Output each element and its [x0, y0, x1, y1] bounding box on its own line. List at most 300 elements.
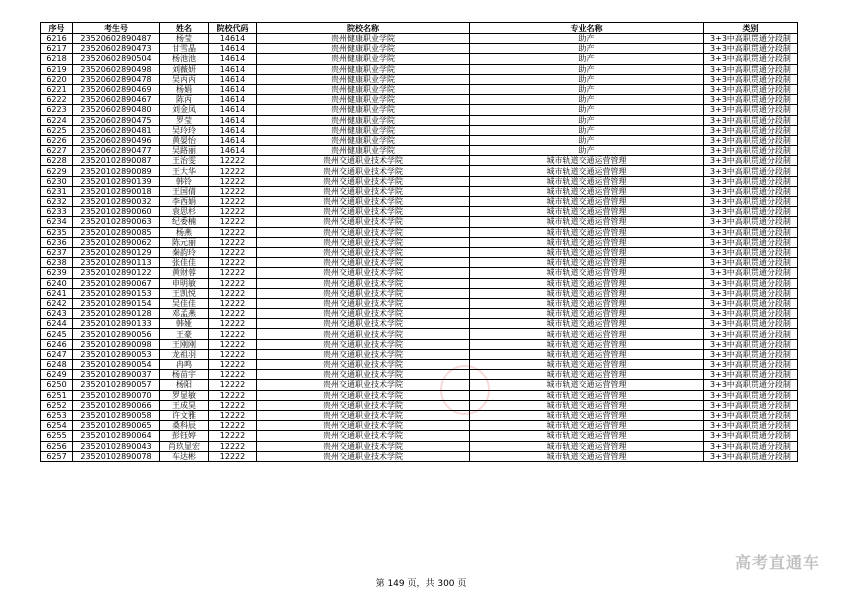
admission-table	[40, 22, 798, 462]
cell-school-code: 12222	[209, 370, 257, 380]
cell-seq: 6232	[41, 197, 73, 207]
cell-major: 城市轨道交通运营管理	[470, 207, 704, 217]
cell-exam-number: 23520102890057	[73, 380, 160, 390]
cell-exam-number: 23520102890113	[73, 258, 160, 268]
cell-school-name: 贵州健康职业学院	[257, 74, 470, 84]
cell-name: 申明敏	[160, 278, 209, 288]
cell-name: 袁思杉	[160, 207, 209, 217]
cell-seq: 6249	[41, 370, 73, 380]
cell-major: 城市轨道交通运营管理	[470, 278, 704, 288]
cell-seq: 6237	[41, 247, 73, 257]
cell-exam-number: 23520102890058	[73, 410, 160, 420]
cell-major: 城市轨道交通运营管理	[470, 176, 704, 186]
cell-school-name: 贵州交通职业技术学院	[257, 278, 470, 288]
cell-exam-number: 23520602890469	[73, 84, 160, 94]
cell-school-name: 贵州交通职业技术学院	[257, 329, 470, 339]
cell-seq: 6245	[41, 329, 73, 339]
cell-school-name: 贵州交通职业技术学院	[257, 156, 470, 166]
cell-name: 刘金凤	[160, 105, 209, 115]
cell-seq: 6227	[41, 146, 73, 156]
cell-major: 城市轨道交通运营管理	[470, 217, 704, 227]
cell-seq: 6216	[41, 34, 73, 44]
table-row	[41, 288, 798, 298]
cell-school-name: 贵州健康职业学院	[257, 34, 470, 44]
cell-seq: 6256	[41, 441, 73, 451]
cell-category: 3+3中高职贯通分段制	[704, 44, 798, 54]
cell-school-name: 贵州交通职业技术学院	[257, 227, 470, 237]
cell-major: 助产	[470, 105, 704, 115]
cell-category: 3+3中高职贯通分段制	[704, 207, 798, 217]
cell-exam-number: 23520602890498	[73, 64, 160, 74]
cell-category: 3+3中高职贯通分段制	[704, 380, 798, 390]
cell-seq: 6218	[41, 54, 73, 64]
cell-seq: 6221	[41, 84, 73, 94]
cell-exam-number: 23520102890085	[73, 227, 160, 237]
cell-name: 罗莹	[160, 115, 209, 125]
cell-major: 助产	[470, 125, 704, 135]
cell-exam-number: 23520102890089	[73, 166, 160, 176]
table-row	[41, 390, 798, 400]
cell-seq: 6222	[41, 95, 73, 105]
cell-school-name: 贵州交通职业技术学院	[257, 410, 470, 420]
cell-school-code: 12222	[209, 390, 257, 400]
cell-major: 城市轨道交通运营管理	[470, 370, 704, 380]
cell-category: 3+3中高职贯通分段制	[704, 186, 798, 196]
cell-seq: 6229	[41, 166, 73, 176]
cell-category: 3+3中高职贯通分段制	[704, 410, 798, 420]
cell-school-name: 贵州交通职业技术学院	[257, 268, 470, 278]
cell-name: 张佳佳	[160, 258, 209, 268]
cell-seq: 6220	[41, 74, 73, 84]
cell-school-name: 贵州交通职业技术学院	[257, 380, 470, 390]
page-number: 第 149 页，共 300 页	[375, 579, 467, 589]
cell-school-name: 贵州交通职业技术学院	[257, 400, 470, 410]
cell-school-name: 贵州交通职业技术学院	[257, 197, 470, 207]
cell-exam-number: 23520102890070	[73, 390, 160, 400]
cell-seq: 6250	[41, 380, 73, 390]
cell-exam-number: 23520102890129	[73, 247, 160, 257]
cell-school-name: 贵州交通职业技术学院	[257, 247, 470, 257]
cell-seq: 6217	[41, 44, 73, 54]
cell-school-code: 14614	[209, 74, 257, 84]
cell-school-code: 12222	[209, 288, 257, 298]
cell-major: 城市轨道交通运营管理	[470, 237, 704, 247]
cell-major: 城市轨道交通运营管理	[470, 390, 704, 400]
cell-exam-number: 23520102890063	[73, 217, 160, 227]
cell-seq: 6219	[41, 64, 73, 74]
table-row	[41, 186, 798, 196]
cell-school-code: 12222	[209, 156, 257, 166]
cell-seq: 6244	[41, 319, 73, 329]
header-school-name: 院校名称	[257, 23, 470, 34]
cell-major: 助产	[470, 115, 704, 125]
cell-category: 3+3中高职贯通分段制	[704, 451, 798, 461]
cell-school-name: 贵州交通职业技术学院	[257, 390, 470, 400]
cell-name: 王凯悦	[160, 288, 209, 298]
table-row	[41, 237, 798, 247]
cell-major: 助产	[470, 44, 704, 54]
cell-school-name: 贵州健康职业学院	[257, 146, 470, 156]
cell-school-name: 贵州交通职业技术学院	[257, 176, 470, 186]
cell-seq: 6246	[41, 339, 73, 349]
cell-school-code: 12222	[209, 380, 257, 390]
cell-school-code: 12222	[209, 421, 257, 431]
cell-exam-number: 23520102890139	[73, 176, 160, 186]
cell-school-name: 贵州健康职业学院	[257, 135, 470, 145]
cell-name: 王成昊	[160, 400, 209, 410]
cell-school-name: 贵州交通职业技术学院	[257, 217, 470, 227]
cell-name: 黄财蓉	[160, 268, 209, 278]
cell-exam-number: 23520602890504	[73, 54, 160, 64]
cell-school-code: 14614	[209, 135, 257, 145]
cell-seq: 6241	[41, 288, 73, 298]
cell-exam-number: 23520102890018	[73, 186, 160, 196]
table-row	[41, 176, 798, 186]
cell-name: 韩铃	[160, 176, 209, 186]
table-row	[41, 84, 798, 94]
cell-school-code: 12222	[209, 451, 257, 461]
cell-major: 城市轨道交通运营管理	[470, 166, 704, 176]
cell-seq: 6230	[41, 176, 73, 186]
cell-exam-number: 23520602890478	[73, 74, 160, 84]
cell-major: 城市轨道交通运营管理	[470, 197, 704, 207]
header-name: 姓名	[160, 23, 209, 34]
cell-major: 城市轨道交通运营管理	[470, 227, 704, 237]
cell-name: 龙祖羽	[160, 349, 209, 359]
cell-category: 3+3中高职贯通分段制	[704, 197, 798, 207]
cell-school-code: 14614	[209, 84, 257, 94]
cell-name: 邓孟燕	[160, 309, 209, 319]
cell-category: 3+3中高职贯通分段制	[704, 176, 798, 186]
cell-major: 城市轨道交通运营管理	[470, 186, 704, 196]
cell-exam-number: 23520102890053	[73, 349, 160, 359]
table-row	[41, 166, 798, 176]
cell-major: 助产	[470, 84, 704, 94]
table-row	[41, 268, 798, 278]
cell-name: 桑科辰	[160, 421, 209, 431]
cell-name: 吴路丽	[160, 146, 209, 156]
cell-category: 3+3中高职贯通分段制	[704, 105, 798, 115]
cell-school-code: 12222	[209, 258, 257, 268]
cell-category: 3+3中高职贯通分段制	[704, 370, 798, 380]
cell-school-code: 12222	[209, 360, 257, 370]
cell-school-name: 贵州交通职业技术学院	[257, 207, 470, 217]
cell-exam-number: 23520102890078	[73, 451, 160, 461]
cell-exam-number: 23520602890481	[73, 125, 160, 135]
table-row	[41, 197, 798, 207]
cell-school-name: 贵州健康职业学院	[257, 54, 470, 64]
cell-major: 城市轨道交通运营管理	[470, 319, 704, 329]
cell-seq: 6248	[41, 360, 73, 370]
cell-seq: 6228	[41, 156, 73, 166]
table-row	[41, 370, 798, 380]
cell-major: 城市轨道交通运营管理	[470, 410, 704, 420]
cell-category: 3+3中高职贯通分段制	[704, 360, 798, 370]
cell-school-name: 贵州健康职业学院	[257, 84, 470, 94]
table-row	[41, 410, 798, 420]
cell-name: 杨苗宇	[160, 370, 209, 380]
cell-exam-number: 23520102890062	[73, 237, 160, 247]
cell-school-name: 贵州健康职业学院	[257, 125, 470, 135]
cell-category: 3+3中高职贯通分段制	[704, 227, 798, 237]
cell-school-code: 12222	[209, 166, 257, 176]
table-row	[41, 319, 798, 329]
table-row	[41, 258, 798, 268]
table-row	[41, 135, 798, 145]
cell-name: 吴玲玲	[160, 125, 209, 135]
table-row	[41, 380, 798, 390]
table-row	[41, 309, 798, 319]
cell-category: 3+3中高职贯通分段制	[704, 247, 798, 257]
cell-school-code: 14614	[209, 115, 257, 125]
cell-seq: 6247	[41, 349, 73, 359]
cell-category: 3+3中高职贯通分段制	[704, 309, 798, 319]
cell-school-code: 12222	[209, 176, 257, 186]
header-major: 专业名称	[470, 23, 704, 34]
cell-school-name: 贵州交通职业技术学院	[257, 166, 470, 176]
cell-major: 城市轨道交通运营管理	[470, 421, 704, 431]
cell-school-code: 12222	[209, 410, 257, 420]
cell-school-code: 12222	[209, 237, 257, 247]
cell-school-name: 贵州健康职业学院	[257, 115, 470, 125]
cell-name: 杨阳	[160, 380, 209, 390]
table-row	[41, 34, 798, 44]
cell-school-code: 12222	[209, 349, 257, 359]
cell-name: 韩娅	[160, 319, 209, 329]
cell-school-name: 贵州交通职业技术学院	[257, 421, 470, 431]
cell-seq: 6254	[41, 421, 73, 431]
cell-seq: 6239	[41, 268, 73, 278]
cell-seq: 6231	[41, 186, 73, 196]
cell-school-code: 12222	[209, 207, 257, 217]
cell-category: 3+3中高职贯通分段制	[704, 421, 798, 431]
cell-school-code: 12222	[209, 268, 257, 278]
cell-exam-number: 23520102890067	[73, 278, 160, 288]
cell-school-code: 14614	[209, 54, 257, 64]
cell-school-name: 贵州健康职业学院	[257, 44, 470, 54]
table-row	[41, 64, 798, 74]
table-row	[41, 431, 798, 441]
cell-name: 秦韵玲	[160, 247, 209, 257]
cell-exam-number: 23520102890087	[73, 156, 160, 166]
cell-seq: 6243	[41, 309, 73, 319]
cell-exam-number: 23520602890496	[73, 135, 160, 145]
cell-category: 3+3中高职贯通分段制	[704, 390, 798, 400]
cell-seq: 6255	[41, 431, 73, 441]
cell-category: 3+3中高职贯通分段制	[704, 349, 798, 359]
cell-exam-number: 23520102890122	[73, 268, 160, 278]
cell-category: 3+3中高职贯通分段制	[704, 431, 798, 441]
cell-school-code: 12222	[209, 400, 257, 410]
cell-major: 城市轨道交通运营管理	[470, 380, 704, 390]
table-row	[41, 227, 798, 237]
cell-category: 3+3中高职贯通分段制	[704, 125, 798, 135]
table-row	[41, 44, 798, 54]
cell-exam-number: 23520102890154	[73, 298, 160, 308]
table-row	[41, 146, 798, 156]
cell-school-code: 12222	[209, 431, 257, 441]
cell-exam-number: 23520102890066	[73, 400, 160, 410]
cell-school-code: 12222	[209, 217, 257, 227]
cell-school-code: 12222	[209, 329, 257, 339]
cell-school-name: 贵州健康职业学院	[257, 105, 470, 115]
cell-name: 吴佳佳	[160, 298, 209, 308]
cell-school-name: 贵州交通职业技术学院	[257, 288, 470, 298]
cell-major: 城市轨道交通运营管理	[470, 451, 704, 461]
table-row	[41, 278, 798, 288]
cell-school-name: 贵州交通职业技术学院	[257, 319, 470, 329]
cell-school-code: 12222	[209, 441, 257, 451]
table-row	[41, 207, 798, 217]
cell-exam-number: 23520102890153	[73, 288, 160, 298]
cell-category: 3+3中高职贯通分段制	[704, 115, 798, 125]
cell-school-code: 14614	[209, 44, 257, 54]
cell-seq: 6226	[41, 135, 73, 145]
brand-watermark: 高考直通车	[735, 553, 821, 572]
cell-school-code: 12222	[209, 197, 257, 207]
cell-major: 城市轨道交通运营管理	[470, 247, 704, 257]
table-row	[41, 339, 798, 349]
cell-name: 王豪	[160, 329, 209, 339]
cell-category: 3+3中高职贯通分段制	[704, 298, 798, 308]
cell-major: 城市轨道交通运营管理	[470, 349, 704, 359]
cell-school-code: 12222	[209, 227, 257, 237]
cell-category: 3+3中高职贯通分段制	[704, 34, 798, 44]
cell-major: 助产	[470, 34, 704, 44]
header-category: 类别	[704, 23, 798, 34]
cell-name: 甘雪晶	[160, 44, 209, 54]
cell-major: 城市轨道交通运营管理	[470, 258, 704, 268]
header-school-code: 院校代码	[209, 23, 257, 34]
cell-category: 3+3中高职贯通分段制	[704, 339, 798, 349]
cell-major: 城市轨道交通运营管理	[470, 298, 704, 308]
cell-exam-number: 23520602890487	[73, 34, 160, 44]
header-seq: 序号	[41, 23, 73, 34]
cell-name: 王刚刚	[160, 339, 209, 349]
cell-category: 3+3中高职贯通分段制	[704, 135, 798, 145]
cell-major: 助产	[470, 74, 704, 84]
table-row	[41, 217, 798, 227]
cell-school-name: 贵州交通职业技术学院	[257, 258, 470, 268]
cell-category: 3+3中高职贯通分段制	[704, 278, 798, 288]
cell-seq: 6236	[41, 237, 73, 247]
cell-exam-number: 23520102890060	[73, 207, 160, 217]
cell-name: 杨池池	[160, 54, 209, 64]
cell-exam-number: 23520602890467	[73, 95, 160, 105]
table-row	[41, 360, 798, 370]
cell-exam-number: 23520102890054	[73, 360, 160, 370]
table-row	[41, 400, 798, 410]
cell-name: 杨莹	[160, 34, 209, 44]
cell-name: 罗显敏	[160, 390, 209, 400]
table-row	[41, 54, 798, 64]
cell-category: 3+3中高职贯通分段制	[704, 84, 798, 94]
table-row	[41, 298, 798, 308]
table-row	[41, 329, 798, 339]
cell-name: 杨燕	[160, 227, 209, 237]
cell-name: 吴丙丙	[160, 74, 209, 84]
cell-name: 刘薇妍	[160, 64, 209, 74]
cell-school-code: 12222	[209, 339, 257, 349]
cell-school-name: 贵州交通职业技术学院	[257, 237, 470, 247]
cell-category: 3+3中高职贯通分段制	[704, 166, 798, 176]
cell-major: 城市轨道交通运营管理	[470, 329, 704, 339]
cell-school-code: 14614	[209, 34, 257, 44]
cell-category: 3+3中高职贯通分段制	[704, 258, 798, 268]
cell-school-code: 12222	[209, 278, 257, 288]
cell-exam-number: 23520602890473	[73, 44, 160, 54]
cell-exam-number: 23520102890037	[73, 370, 160, 380]
table-row	[41, 247, 798, 257]
cell-major: 城市轨道交通运营管理	[470, 360, 704, 370]
cell-school-name: 贵州交通职业技术学院	[257, 370, 470, 380]
cell-name: 肖玖显宏	[160, 441, 209, 451]
cell-category: 3+3中高职贯通分段制	[704, 319, 798, 329]
cell-category: 3+3中高职贯通分段制	[704, 217, 798, 227]
cell-major: 助产	[470, 95, 704, 105]
cell-seq: 6240	[41, 278, 73, 288]
cell-school-code: 14614	[209, 105, 257, 115]
cell-school-name: 贵州交通职业技术学院	[257, 441, 470, 451]
cell-exam-number: 23520602890480	[73, 105, 160, 115]
cell-major: 城市轨道交通运营管理	[470, 400, 704, 410]
cell-category: 3+3中高职贯通分段制	[704, 74, 798, 84]
cell-exam-number: 23520102890065	[73, 421, 160, 431]
cell-seq: 6242	[41, 298, 73, 308]
table-row	[41, 421, 798, 431]
table-row	[41, 451, 798, 461]
cell-exam-number: 23520102890064	[73, 431, 160, 441]
cell-school-code: 14614	[209, 95, 257, 105]
cell-exam-number: 23520102890128	[73, 309, 160, 319]
cell-category: 3+3中高职贯通分段制	[704, 64, 798, 74]
table-row	[41, 74, 798, 84]
table-row	[41, 105, 798, 115]
cell-category: 3+3中高职贯通分段制	[704, 237, 798, 247]
cell-school-code: 12222	[209, 309, 257, 319]
cell-name: 车达彬	[160, 451, 209, 461]
table-header-row	[41, 23, 798, 34]
cell-seq: 6235	[41, 227, 73, 237]
cell-exam-number: 23520602890477	[73, 146, 160, 156]
cell-category: 3+3中高职贯通分段制	[704, 146, 798, 156]
cell-seq: 6223	[41, 105, 73, 115]
cell-name: 纪委楠	[160, 217, 209, 227]
cell-school-name: 贵州交通职业技术学院	[257, 309, 470, 319]
cell-major: 城市轨道交通运营管理	[470, 309, 704, 319]
cell-name: 黄晏怡	[160, 135, 209, 145]
cell-seq: 6224	[41, 115, 73, 125]
table-row	[41, 115, 798, 125]
cell-school-name: 贵州交通职业技术学院	[257, 339, 470, 349]
cell-major: 助产	[470, 146, 704, 156]
cell-category: 3+3中高职贯通分段制	[704, 268, 798, 278]
cell-name: 陈丙	[160, 95, 209, 105]
cell-school-name: 贵州交通职业技术学院	[257, 298, 470, 308]
cell-category: 3+3中高职贯通分段制	[704, 54, 798, 64]
cell-school-name: 贵州交通职业技术学院	[257, 451, 470, 461]
cell-school-name: 贵州交通职业技术学院	[257, 349, 470, 359]
table-row	[41, 156, 798, 166]
cell-seq: 6257	[41, 451, 73, 461]
cell-exam-number: 23520102890133	[73, 319, 160, 329]
cell-school-code: 12222	[209, 298, 257, 308]
cell-seq: 6251	[41, 390, 73, 400]
cell-category: 3+3中高职贯通分段制	[704, 441, 798, 451]
cell-seq: 6234	[41, 217, 73, 227]
cell-seq: 6252	[41, 400, 73, 410]
cell-school-code: 12222	[209, 186, 257, 196]
